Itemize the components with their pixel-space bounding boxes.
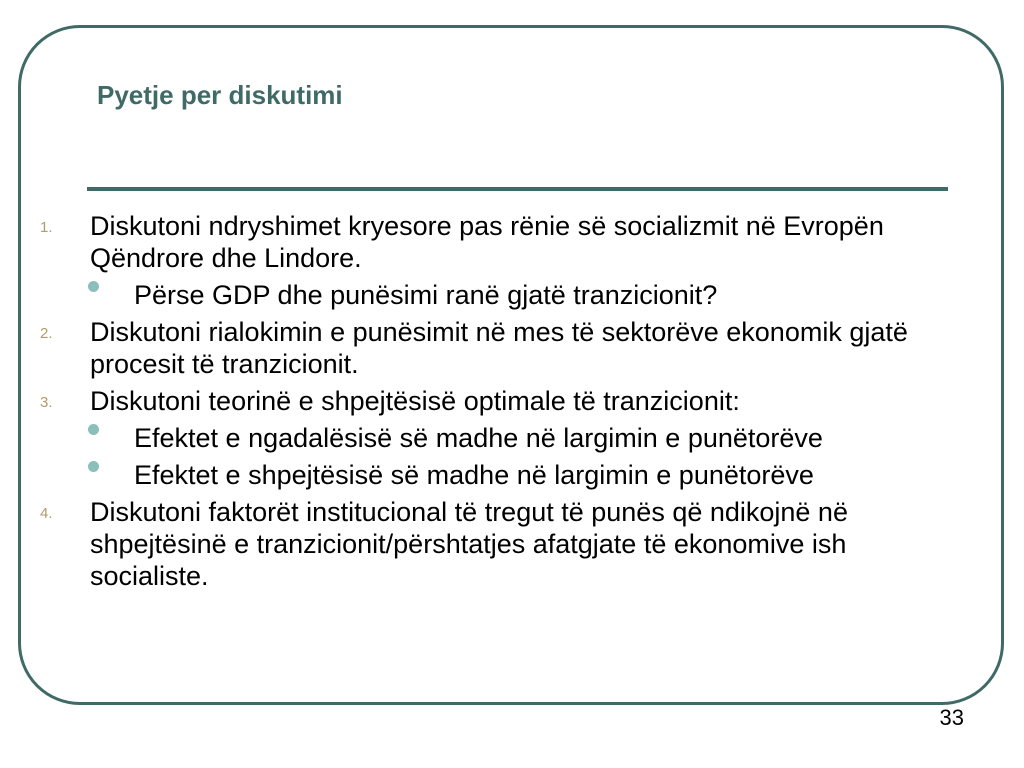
list-item — [0, 496, 970, 592]
sub-item — [0, 459, 974, 491]
item-number: 1. — [40, 219, 53, 236]
list-item — [0, 210, 970, 274]
item-text: Diskutoni faktorët institucional të tregut të punës që ndikojnë në shpejtësinë e tranzicionit/përshtatjes afatgjate të ekonomive ish socialiste. — [90, 497, 848, 591]
title-divider — [87, 187, 948, 191]
sub-item — [0, 422, 974, 454]
slide-title: Pyetje per diskutimi — [97, 80, 343, 110]
item-text: Diskutoni teorinë e shpejtësisë optimale të tranzicionit: — [90, 386, 740, 416]
list-item — [0, 316, 970, 380]
item-text: Diskutoni ndryshimet kryesore pas rënie së socializmit në Evropën Qëndrore dhe Lindore. — [90, 211, 884, 273]
item-number: 4. — [40, 505, 53, 522]
sub-item-text: Përse GDP dhe punësimi ranë gjatë tranzicionit? — [134, 280, 718, 310]
list-item — [0, 385, 970, 417]
item-number: 3. — [40, 394, 53, 411]
bullet-icon — [88, 281, 99, 292]
item-text: Diskutoni rialokimin e punësimit në mes të sektorëve ekonomik gjatë procesit të tranzicionit. — [90, 317, 908, 379]
item-number: 2. — [40, 325, 53, 342]
bullet-icon — [88, 461, 99, 472]
sub-item — [0, 279, 974, 311]
page-number: 33 — [939, 705, 964, 730]
discussion-list — [0, 210, 1024, 597]
sub-item-text: Efektet e shpejtësisë së madhe në largimin e punëtorëve — [134, 460, 814, 490]
bullet-icon — [88, 424, 99, 435]
sub-item-text: Efektet e ngadalësisë së madhe në largimin e punëtorëve — [134, 423, 823, 453]
